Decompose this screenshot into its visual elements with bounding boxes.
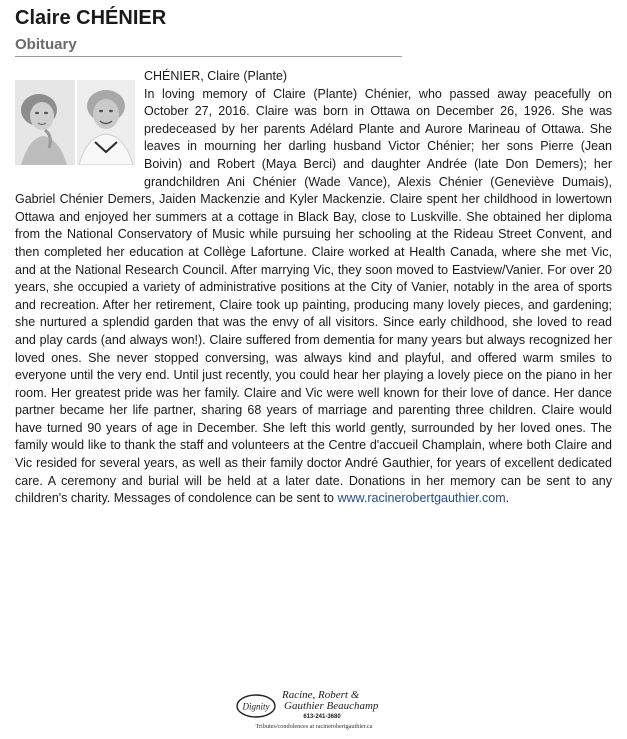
company-name-line2: Gauthier Beauchamp	[283, 700, 378, 712]
header-divider	[15, 56, 402, 57]
elderly-portrait-photo	[77, 80, 135, 165]
portrait-photos	[15, 80, 135, 165]
obituary-body: In loving memory of Claire (Plante) Chénier, who passed away peacefully on October 27, 2016. Claire was born in Ottawa on December 26, 1926. She was predeceased by her parents Adélard Plante and Aurore Marineau of Ottawa. She leaves in mourning her darling husband Victor Chénier; her sons Pierre (Jean Boivin) and Robert (Maya Berci) and daughter Andrée (late Don Demers); her grandchildren Ani Chénier (Wade Vance), Alexis Chénier (Geneviève Dumais), Gabriel Chénier Demers, Jaiden Mackenzie and Kyler Mackenzie. Claire spent her childhood in lowertown Ottawa and enjoyed her summers at a cottage in Black Bay, close to Luskville. She obtained her diploma from the National Conservatory of Music while pursuing her schooling at the Rideau Street Convent, and then completed her education at Collège Lafortune. Claire worked at Health Canada, where she met Vic, and at the National Research Council. After marrying Vic, they soon moved to Eastview/Vanier. For over 20 years, she occupied a variety of administrative positions at the City of Vanier, notably in the area of sports and recreation. After her retirement, Claire took up painting, producing many lovely pieces, and gardening; she nurtured a splendid garden that was the envy of all visitors. Since early childhood, she loved to read and play cards (and always won!). Claire suffered from dementia for many years but always recognized her loved ones. She never stopped conversing, was always kind and playful, and offered warm smiles to everyone until the very end. Until just recently, you could hear her playing a lovely piece on the piano in her room. Her greatest pride was her family. Claire and Vic were well known for their love of dance. Her dance partner became her life partner, sharing 68 years of marriage and parenting three children. Claire would have turned 90 years of age in December. She left this world gently, surrounded by her loved ones. The family would like to thank the staff and volunteers at the Centre d'accueil Champlain, where both Claire and Vic resided for several years, as well as their family doctor André Gauthier, for years of excellent dedicated care. A ceremony and burial will be held at a later date. Donations in her memory can be sent to any children's charity. Messages of condolence can be sent to	[15, 86, 612, 506]
obituary-name: Claire CHÉNIER	[15, 7, 167, 29]
obituary-lead: CHÉNIER, Claire (Plante)	[144, 69, 288, 83]
condolence-link[interactable]: www.racinerobertgauthier.com	[337, 491, 506, 506]
company-phone: 613-241-3680	[302, 714, 341, 720]
company-name-line1: Racine, Robert &	[281, 689, 359, 701]
section-label: Obituary	[15, 36, 77, 53]
company-tagline: Tributes/condolences at racinerobertgauthier.ca	[254, 723, 373, 730]
young-portrait-photo	[15, 80, 75, 165]
link-trailing-period: .	[505, 491, 510, 506]
funeral-home-logo	[234, 686, 394, 734]
funeral-home-footer	[0, 686, 627, 736]
logo-mark-text: Dignity	[242, 701, 269, 712]
